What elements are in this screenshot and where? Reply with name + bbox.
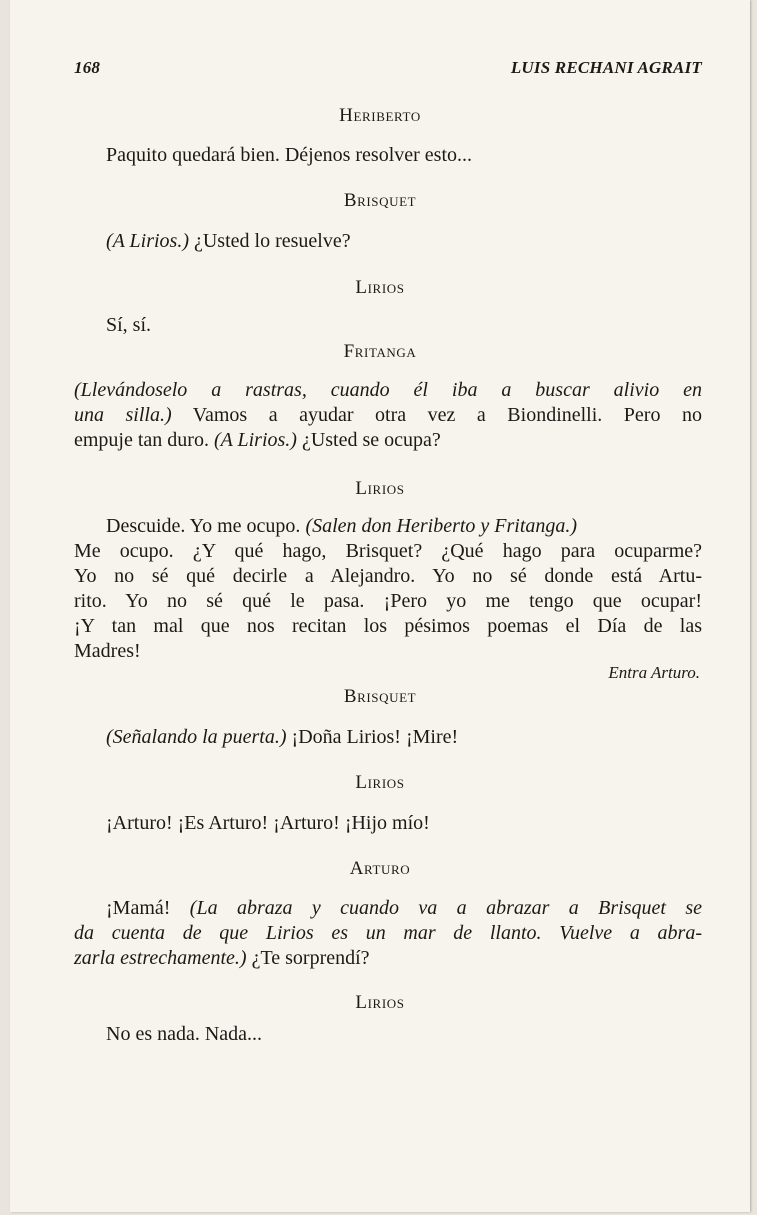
running-title: LUIS RECHANI AGRAIT: [510, 58, 702, 77]
stage-direction-text: (Señalando la puerta.): [106, 726, 287, 748]
spoken-text: empuje tan duro.: [74, 429, 214, 451]
spoken-text: ¡Y tan mal que nos recitan los pésimos poemas el Día de las: [74, 615, 702, 637]
dialogue-line: [106, 229, 702, 253]
speaker-name: Lirios: [355, 277, 405, 298]
spoken-text: rito. Yo no sé qué le pasa. ¡Pero yo me tengo que ocupar!: [74, 590, 702, 612]
dialogue-line: [74, 378, 702, 402]
dialogue-line: [74, 639, 702, 663]
spoken-text: Madres!: [74, 640, 141, 662]
spoken-text: Vamos a ayudar otra vez a Biondinelli. Pero no: [171, 404, 702, 426]
spoken-text: Paquito quedará bien. Déjenos resolver esto...: [106, 144, 473, 166]
stage-direction-text: (A Lirios.): [213, 429, 297, 451]
dialogue-line: [74, 614, 702, 638]
spoken-text: ¿Usted se ocupa?: [296, 429, 441, 451]
spoken-text: Descuide. Yo me ocupo.: [106, 515, 306, 537]
dialogue-line: [106, 143, 702, 167]
stage-direction-text: (A Lirios.): [106, 230, 189, 252]
dialogue-line: [74, 946, 702, 970]
speaker-name: Brisquet: [343, 190, 417, 211]
entrance-direction: Entra Arturo.: [608, 663, 700, 682]
page-header: [74, 58, 702, 78]
stage-direction-text: (Llevándoselo a rastras, cuando él iba a buscar alivio en: [74, 379, 702, 401]
book-page: [10, 0, 750, 1212]
stage-direction-text: una silla.): [74, 404, 172, 426]
page-number: 168: [74, 58, 101, 77]
spoken-text: Yo no sé qué decirle a Alejandro. Yo no sé donde está Artu-: [74, 565, 702, 587]
dialogue-line: [106, 896, 702, 920]
spoken-text: Sí, sí.: [106, 314, 152, 336]
dialogue-line: [74, 403, 702, 427]
spoken-text: No es nada. Nada...: [106, 1023, 263, 1045]
stage-direction-text: (Salen don Heriberto y Fritanga.): [305, 515, 578, 537]
spoken-text: ¡Mamá!: [106, 897, 190, 919]
speaker-name: Heriberto: [339, 105, 421, 126]
speaker-name: Arturo: [349, 858, 411, 879]
dialogue-line: [74, 589, 702, 613]
spoken-text: ¿Te sorprendí?: [246, 947, 370, 969]
dialogue-line: [106, 1022, 702, 1046]
dialogue-line: [74, 539, 702, 563]
speaker-name: Fritanga: [343, 341, 417, 362]
dialogue-line: [106, 514, 702, 538]
speaker-name: Lirios: [355, 992, 405, 1013]
dialogue-line: [74, 921, 702, 945]
dialogue-line: [106, 725, 702, 749]
speaker-name: Brisquet: [343, 686, 417, 707]
dialogue-line: [74, 428, 702, 452]
spoken-text: ¡Doña Lirios! ¡Mire!: [286, 726, 459, 748]
spoken-text: ¿Usted lo resuelve?: [188, 230, 351, 252]
stage-direction-text: zarla estrechamente.): [74, 947, 247, 969]
dialogue-line: [106, 313, 702, 337]
speaker-name: Lirios: [355, 772, 405, 793]
dialogue-line: [106, 811, 702, 835]
stage-direction-text: da cuenta de que Lirios es un mar de llanto. Vuelve a abra-: [74, 922, 702, 944]
dialogue-line: [74, 564, 702, 588]
spoken-text: Me ocupo. ¿Y qué hago, Brisquet? ¿Qué hago para ocuparme?: [74, 540, 702, 562]
stage-direction-text: (La abraza y cuando va a abrazar a Brisquet se: [189, 897, 702, 919]
spoken-text: ¡Arturo! ¡Es Arturo! ¡Arturo! ¡Hijo mío!: [106, 812, 430, 834]
speaker-name: Lirios: [355, 478, 405, 499]
